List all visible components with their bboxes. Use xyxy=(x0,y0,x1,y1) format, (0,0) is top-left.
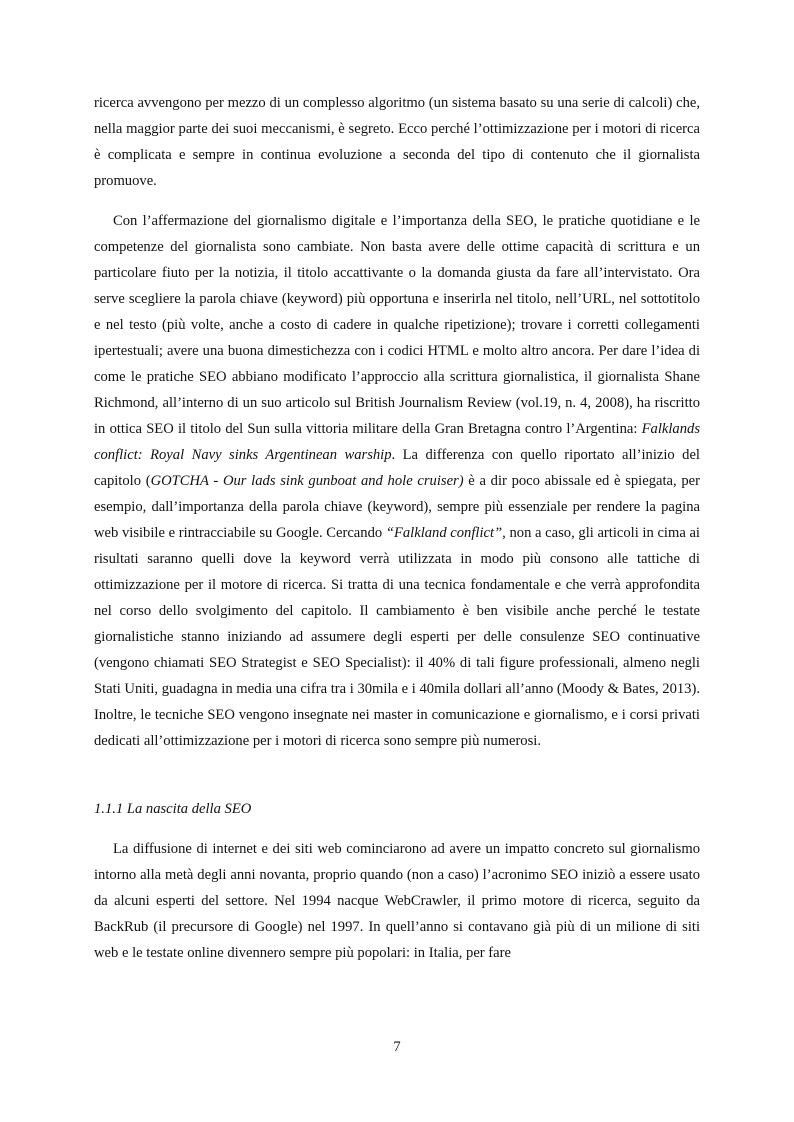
search-query: “Falkland conflict”, xyxy=(385,525,506,541)
paragraph-2-text-a: Con l’affermazione del giornalismo digitale e l’importanza della SEO, le pratiche quotidiane e le competenze del giornalista sono cambiate. Non basta avere delle ottime capacità di scrittura e un particolare fiuto per la notizia, il titolo accattivante o la domanda giusta da fare all’intervistato. Ora serve scegliere la parola chiave (keyword) più opportuna e inserirla nel titolo, nell’URL, nel sottotitolo e nel testo (più volte, anche a costo di cadere in qualche ripetizione); trovare i corretti collegamenti ipertestuali; avere una buona dimestichezza con i codici HTML e molto altro ancora. Per dare l’idea di come le pratiche SEO abbiano modificato l’approccio alla scrittura giornalistica, il giornalista Shane Richmond, all’interno di un suo articolo sul British Journalism Review (vol.19, n. 4, 2008), ha riscritto in ottica SEO il titolo del Sun sulla vittoria militare della Gran Bretagna contro l’Argentina: xyxy=(94,213,700,437)
paragraph-2-text-c: è a dir poco abissale ed è spiegata, per esempio, dall’importanza della parola chiave (keyword), sempre più essenziale per rendere la pagina web visibile e rintracciabile su Google. Cercando xyxy=(94,473,700,541)
paragraph-3: La diffusione di internet e dei siti web cominciarono ad avere un impatto concreto sul giornalismo intorno alla metà degli anni novanta, proprio quando (non a caso) l’acronimo SEO iniziò a essere usato da alcuni esperti del settore. Nel 1994 nacque WebCrawler, il primo motore di ricerca, seguito da BackRub (il precursore di Google) nel 1997. In quell’anno si contavano già più di un milione di siti web e le testate online divennero sempre più popolari: in Italia, per fare xyxy=(94,841,700,961)
page-number: 7 xyxy=(393,1039,401,1055)
paragraph-2-text-d: non a caso, gli articoli in cima ai risultati saranno quelli dove la keyword verrà utilizzata in modo più consono alle tattiche di ottimizzazione per il motore di ricerca. Si tratta di una tecnica fondamentale e che verrà approfondita nel corso dello svolgimento del capitolo. Il cambiamento è ben visibile anche perché le testate giornalistiche stanno iniziando ad assumere degli esperti per delle consulenze SEO continuative (vengono chiamati SEO Strategist e SEO Specialist): il 40% di tali figure professionali, almeno negli Stati Uniti, guadagna in media una cifra tra i 30mila e i 40mila dollari all’anno (Moody & Bates, 2013). Inoltre, le tecniche SEO vengono insegnate nei master in comunicazione e giornalismo, e i corsi privati dedicati all’ottimizzazione per i motori di ricerca sono sempre più numerosi. xyxy=(94,525,700,749)
paragraph-2 xyxy=(94,208,700,754)
paragraph-2-text-b: . La differenza con quello riportato all’inizio del capitolo ( xyxy=(94,447,700,489)
section-heading: 1.1.1 La nascita della SEO xyxy=(94,801,252,817)
rewritten-headline: Falklands conflict: Royal Navy sinks Argentinean warship xyxy=(94,421,700,463)
original-headline: GOTCHA - Our lads sink gunboat and hole cruiser) xyxy=(150,473,464,489)
paragraph-1: ricerca avvengono per mezzo di un complesso algoritmo (un sistema basato su una serie di calcoli) che, nella maggior parte dei suoi meccanismi, è segreto. Ecco perché l’ottimizzazione per i motori di ricerca è complicata e sempre in continua evoluzione a seconda del tipo di contenuto che il giornalista promuove. xyxy=(94,95,700,189)
document-body xyxy=(94,90,700,966)
